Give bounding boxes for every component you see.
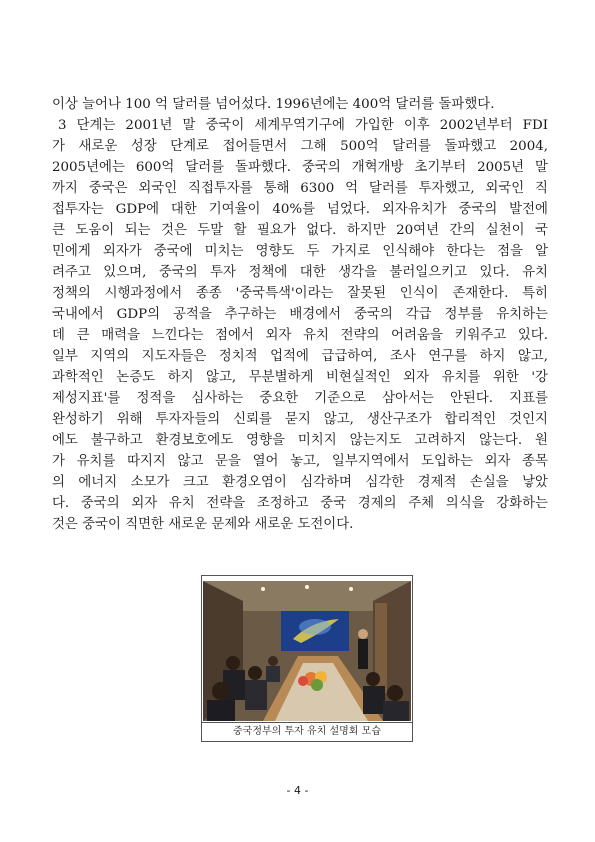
- figure: [201, 575, 413, 742]
- body-line: 큰 도움이 되는 것은 두말 할 필요가 없다. 하지만 20여년 간의 실천이 국: [52, 223, 548, 238]
- body-line: 의 에너지 소모가 크고 환경오염이 심각하며 심각한 경제적 손실을 낳았: [52, 475, 548, 490]
- body-line: 까지 중국은 외국인 직접투자를 통해 6300 억 달러를 투자했고, 외국인 직: [52, 181, 548, 196]
- body-line: 국내에서 GDP의 공적을 추구하는 배경에서 중국의 각급 정부를 유치하는: [52, 307, 548, 322]
- body-line: 민에게 외자가 중국에 미치는 영향도 두 가지로 인식해야 한다는 점을 알: [52, 244, 548, 259]
- figure-caption: 중국정부의 투자 유치 설명회 모습: [202, 722, 412, 741]
- body-line: 일부 지역의 지도자들은 정치적 업적에 급급하여, 조사 연구를 하지 않고,: [52, 349, 548, 364]
- body-line: 가 유치를 따지지 않고 문을 열어 놓고, 일부지역에서 도입하는 외자 종목: [52, 454, 548, 469]
- meeting-photo: [203, 581, 411, 721]
- body-line: 과학적인 논증도 하지 않고, 무분별하게 비현실적인 외자 유치를 위한 '강: [52, 370, 548, 385]
- body-text: [52, 94, 548, 535]
- body-line: 제성지표'를 정적을 심사하는 중요한 기준으로 삼아서는 안된다. 지표를: [52, 391, 548, 406]
- page-number: - 4 -: [286, 784, 309, 797]
- body-line: 이상 늘어나 100 억 달러를 넘어섰다. 1996년에는 400억 달러를 돌파했다.: [52, 97, 495, 112]
- body-line: 접투자는 GDP에 대한 기여율이 40%를 넘었다. 외자유치가 중국의 발전에: [52, 202, 548, 217]
- body-line: 에도 불구하고 환경보호에도 영향을 미치지 않는지도 고려하지 않는다. 원: [52, 433, 548, 448]
- body-line: 완성하기 위해 투자자들의 신뢰를 묻지 않고, 생산구조가 합리적인 것인지: [52, 412, 548, 427]
- body-line: 3 단계는 2001년 말 중국이 세계무역기구에 가입한 이후 2002년부터 FDI: [58, 118, 548, 133]
- body-line: 데 큰 매력을 느낀다는 점에서 외자 유치 전략의 어려움을 키워주고 있다.: [52, 328, 548, 343]
- body-line: 가 새로운 성장 단계로 접어들면서 그해 500억 달러를 돌파했고 2004,: [52, 139, 548, 154]
- body-line: 정책의 시행과정에서 종종 '중국특색'이라는 잘못된 인식이 존재한다. 특히: [52, 286, 548, 301]
- body-line: 것은 중국이 직면한 새로운 문제와 새로운 도전이다.: [52, 517, 354, 532]
- body-line: 2005년에는 600억 달러를 돌파했다. 중국의 개혁개방 초기부터 2005년 말: [52, 160, 548, 175]
- body-line: 다. 중국의 외자 유치 전략을 조정하고 중국 경제의 주체 의식을 강화하는: [52, 496, 548, 511]
- body-line: 려주고 있으며, 중국의 투자 정책에 대한 생각을 불러일으키고 있다. 유치: [52, 265, 548, 280]
